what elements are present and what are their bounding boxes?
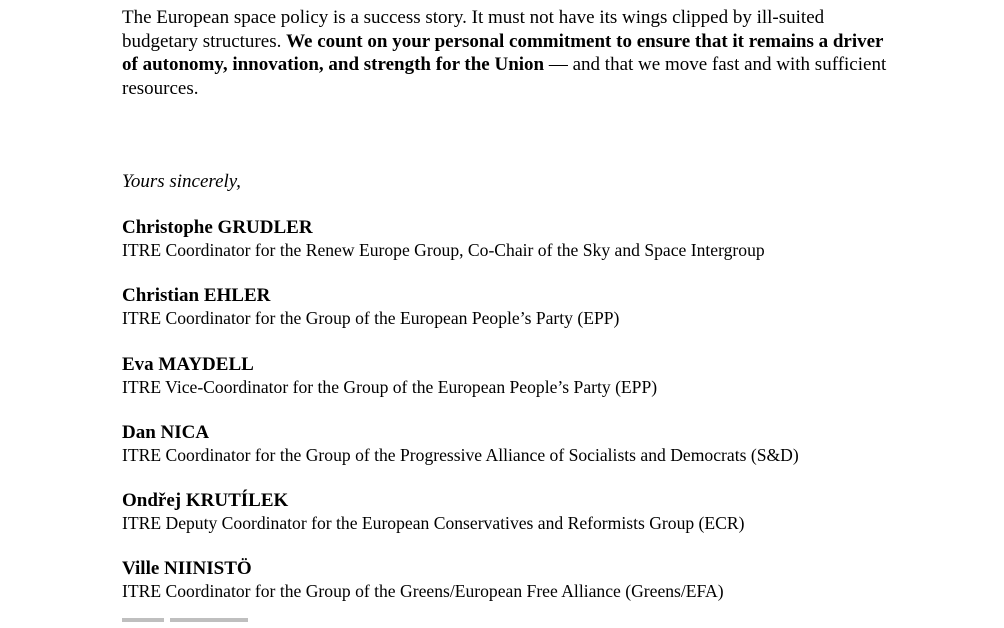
signatory-maydell — [122, 353, 982, 398]
signatory-role: ITRE Coordinator for the Renew Europe Group, Co-Chair of the Sky and Space Intergroup — [122, 240, 765, 260]
body-paragraph — [122, 6, 892, 100]
signatory-name: Christophe GRUDLER — [122, 217, 313, 238]
signatory-role: ITRE Vice-Coordinator for the Group of the European People’s Party (EPP) — [122, 377, 658, 397]
paragraph-text-outro: — and that we move fast and with sufficient resources. — [122, 54, 887, 99]
signatory-niinisto — [122, 557, 982, 602]
closing-salutation: Yours sincerely, — [122, 171, 241, 192]
signatory-name: Ondřej KRUTÍLEK — [122, 490, 289, 511]
signatory-ehler — [122, 284, 982, 329]
signatory-name: Christian EHLER — [122, 285, 271, 306]
signatory-nica — [122, 421, 982, 466]
signatory-grudler — [122, 216, 982, 261]
signatory-role: ITRE Coordinator for the Group of the Progressive Alliance of Socialists and Democrats (S&D) — [122, 445, 799, 465]
paragraph-text-emphasis: We count on your personal commitment to ensure that it remains a driver of autonomy, innovation, and strength for the Union — [122, 30, 884, 75]
paragraph-text-intro: The European space policy is a success story. It must not have its wings clipped by ill-suited budgetary structures. — [122, 7, 825, 52]
signatory-name: Dan NICA — [122, 422, 210, 443]
signatory-name: Ville NIINISTÖ — [122, 558, 252, 579]
cropped-next-line — [122, 618, 262, 628]
signatory-krutilek — [122, 489, 982, 534]
signatory-role: ITRE Deputy Coordinator for the European Conservatives and Reformists Group (ECR) — [122, 513, 745, 533]
signatory-role: ITRE Coordinator for the Group of the European People’s Party (EPP) — [122, 308, 620, 328]
signatory-name: Eva MAYDELL — [122, 354, 254, 375]
signatory-role: ITRE Coordinator for the Group of the Greens/European Free Alliance (Greens/EFA) — [122, 581, 724, 601]
